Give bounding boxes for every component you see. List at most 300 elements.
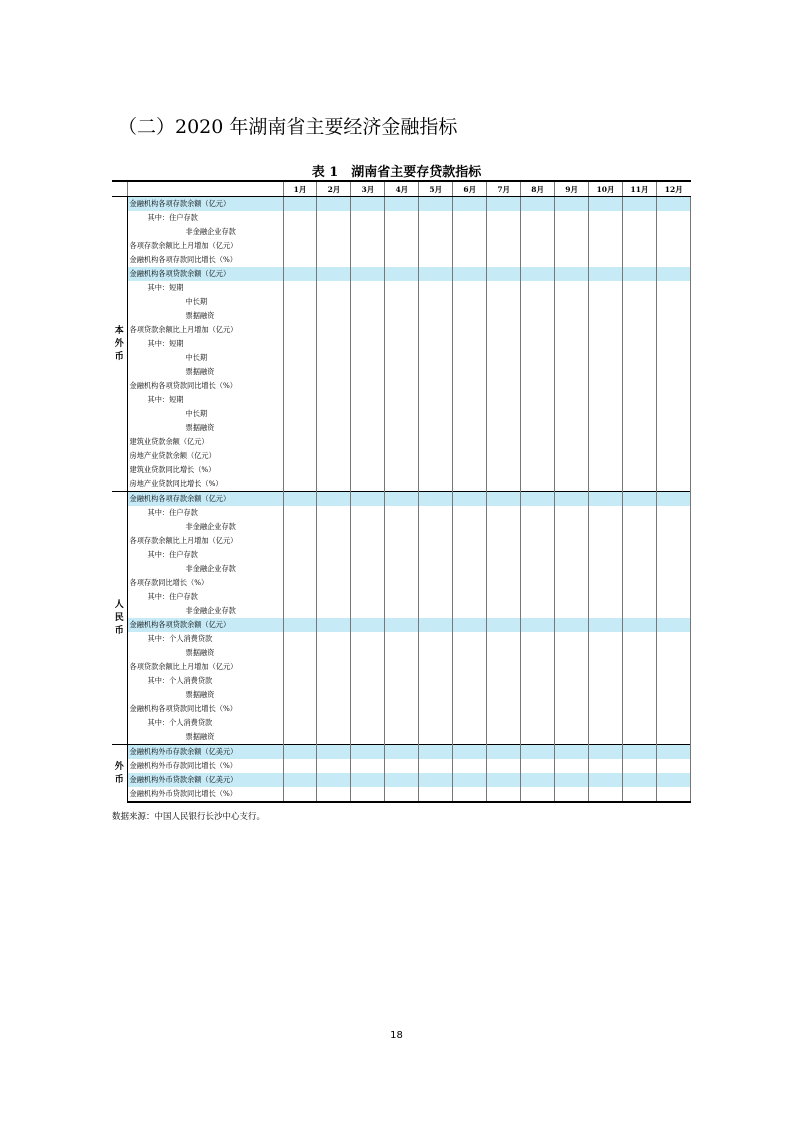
value-cell (521, 421, 555, 435)
value-cell (283, 787, 317, 802)
value-cell (656, 590, 690, 604)
row-label: 其中：短期 (127, 337, 283, 351)
value-cell (317, 618, 351, 632)
value-cell (385, 562, 419, 576)
value-cell (521, 435, 555, 449)
value-cell (589, 773, 623, 787)
value-cell (419, 239, 453, 253)
value-cell (521, 702, 555, 716)
table-row (112, 534, 691, 548)
value-cell (351, 562, 385, 576)
value-cell (589, 295, 623, 309)
value-cell (385, 211, 419, 225)
table-row (112, 449, 691, 463)
value-cell (487, 225, 521, 239)
value-cell (317, 421, 351, 435)
month-header: 9月 (555, 181, 589, 197)
value-cell (555, 730, 589, 745)
value-cell (283, 463, 317, 477)
value-cell (385, 492, 419, 507)
value-cell (589, 449, 623, 463)
row-label: 金融机构各项贷款余额（亿元） (127, 267, 283, 281)
value-cell (385, 618, 419, 632)
table-row (112, 267, 691, 281)
value-cell (453, 632, 487, 646)
row-label: 金融机构外币存款余额（亿美元） (127, 745, 283, 760)
value-cell (521, 351, 555, 365)
value-cell (589, 225, 623, 239)
value-cell (521, 225, 555, 239)
value-cell (623, 365, 657, 379)
value-cell (656, 773, 690, 787)
value-cell (419, 688, 453, 702)
value-cell (521, 730, 555, 745)
value-cell (453, 787, 487, 802)
value-cell (317, 197, 351, 212)
value-cell (317, 239, 351, 253)
value-cell (283, 646, 317, 660)
value-cell (589, 197, 623, 212)
value-cell (317, 730, 351, 745)
value-cell (623, 787, 657, 802)
value-cell (351, 604, 385, 618)
value-cell (555, 211, 589, 225)
value-cell (385, 323, 419, 337)
value-cell (487, 295, 521, 309)
value-cell (283, 745, 317, 760)
value-cell (656, 211, 690, 225)
month-header: 1月 (283, 181, 317, 197)
value-cell (623, 660, 657, 674)
value-cell (317, 393, 351, 407)
value-cell (555, 702, 589, 716)
value-cell (521, 267, 555, 281)
value-cell (623, 211, 657, 225)
value-cell (656, 323, 690, 337)
value-cell (555, 379, 589, 393)
value-cell (317, 506, 351, 520)
value-cell (487, 393, 521, 407)
value-cell (385, 393, 419, 407)
value-cell (351, 534, 385, 548)
value-cell (317, 309, 351, 323)
value-cell (351, 618, 385, 632)
value-cell (656, 435, 690, 449)
value-cell (419, 393, 453, 407)
month-header: 4月 (385, 181, 419, 197)
value-cell (487, 309, 521, 323)
value-cell (487, 477, 521, 492)
value-cell (283, 365, 317, 379)
value-cell (521, 309, 555, 323)
value-cell (589, 506, 623, 520)
row-label: 票据融资 (127, 309, 283, 323)
value-cell (555, 716, 589, 730)
table-row (112, 463, 691, 477)
value-cell (555, 435, 589, 449)
row-label: 金融机构各项存款同比增长（%） (127, 253, 283, 267)
value-cell (317, 660, 351, 674)
value-cell (487, 534, 521, 548)
value-cell (453, 449, 487, 463)
value-cell (351, 239, 385, 253)
table-row (112, 716, 691, 730)
table-row (112, 745, 691, 760)
value-cell (385, 520, 419, 534)
group-label: 外 币 (112, 745, 127, 803)
value-cell (487, 351, 521, 365)
month-header: 5月 (419, 181, 453, 197)
value-cell (351, 351, 385, 365)
table-row (112, 365, 691, 379)
value-cell (555, 449, 589, 463)
value-cell (521, 393, 555, 407)
value-cell (351, 730, 385, 745)
row-label: 金融机构各项存款余额（亿元） (127, 492, 283, 507)
value-cell (487, 716, 521, 730)
value-cell (283, 688, 317, 702)
value-cell (283, 197, 317, 212)
value-cell (317, 435, 351, 449)
value-cell (521, 492, 555, 507)
value-cell (521, 590, 555, 604)
month-header: 7月 (487, 181, 521, 197)
value-cell (487, 281, 521, 295)
value-cell (589, 604, 623, 618)
value-cell (385, 702, 419, 716)
row-label: 金融机构各项存款余额（亿元） (127, 197, 283, 212)
value-cell (589, 618, 623, 632)
value-cell (453, 759, 487, 773)
value-cell (351, 520, 385, 534)
row-label: 其中：住户存款 (127, 548, 283, 562)
value-cell (419, 534, 453, 548)
table-row (112, 295, 691, 309)
value-cell (351, 702, 385, 716)
table-row (112, 688, 691, 702)
value-cell (317, 225, 351, 239)
value-cell (283, 309, 317, 323)
value-cell (555, 477, 589, 492)
value-cell (317, 449, 351, 463)
value-cell (487, 267, 521, 281)
value-cell (589, 323, 623, 337)
value-cell (453, 674, 487, 688)
value-cell (453, 562, 487, 576)
value-cell (555, 632, 589, 646)
value-cell (453, 407, 487, 421)
value-cell (656, 534, 690, 548)
row-label: 其中：住户存款 (127, 590, 283, 604)
value-cell (351, 393, 385, 407)
value-cell (589, 660, 623, 674)
value-cell (521, 604, 555, 618)
value-cell (453, 295, 487, 309)
value-cell (623, 323, 657, 337)
value-cell (656, 225, 690, 239)
value-cell (589, 463, 623, 477)
value-cell (656, 745, 690, 760)
value-cell (385, 674, 419, 688)
value-cell (656, 239, 690, 253)
value-cell (555, 365, 589, 379)
value-cell (283, 548, 317, 562)
value-cell (283, 618, 317, 632)
table-row (112, 421, 691, 435)
table-row (112, 211, 691, 225)
value-cell (385, 759, 419, 773)
table-row (112, 281, 691, 295)
value-cell (656, 604, 690, 618)
value-cell (589, 632, 623, 646)
row-label: 房地产业贷款余额（亿元） (127, 449, 283, 463)
value-cell (487, 688, 521, 702)
value-cell (419, 421, 453, 435)
row-label: 金融机构外币贷款余额（亿美元） (127, 773, 283, 787)
value-cell (351, 506, 385, 520)
value-cell (317, 211, 351, 225)
value-cell (351, 309, 385, 323)
table-row (112, 576, 691, 590)
value-cell (351, 211, 385, 225)
value-cell (351, 253, 385, 267)
value-cell (487, 449, 521, 463)
value-cell (385, 379, 419, 393)
row-label: 中长期 (127, 407, 283, 421)
value-cell (419, 590, 453, 604)
value-cell (419, 477, 453, 492)
value-cell (317, 590, 351, 604)
value-cell (589, 351, 623, 365)
row-label: 其中：个人消费贷款 (127, 716, 283, 730)
value-cell (385, 688, 419, 702)
value-cell (317, 267, 351, 281)
table-row (112, 407, 691, 421)
value-cell (385, 730, 419, 745)
value-cell (623, 435, 657, 449)
value-cell (317, 534, 351, 548)
value-cell (623, 337, 657, 351)
table-row (112, 477, 691, 492)
value-cell (419, 576, 453, 590)
table-title: 表 1 湖南省主要存贷款指标 (311, 165, 482, 180)
value-cell (623, 225, 657, 239)
value-cell (589, 787, 623, 802)
value-cell (487, 590, 521, 604)
value-cell (487, 562, 521, 576)
value-cell (623, 745, 657, 760)
value-cell (283, 379, 317, 393)
month-header: 12月 (656, 181, 690, 197)
value-cell (555, 281, 589, 295)
value-cell (317, 379, 351, 393)
value-cell (351, 463, 385, 477)
value-cell (555, 407, 589, 421)
value-cell (487, 660, 521, 674)
value-cell (521, 379, 555, 393)
value-cell (453, 492, 487, 507)
value-cell (589, 590, 623, 604)
value-cell (623, 492, 657, 507)
value-cell (623, 379, 657, 393)
value-cell (419, 604, 453, 618)
row-label: 其中：短期 (127, 281, 283, 295)
value-cell (453, 590, 487, 604)
value-cell (623, 730, 657, 745)
value-cell (555, 506, 589, 520)
value-cell (656, 267, 690, 281)
table-row (112, 562, 691, 576)
value-cell (623, 477, 657, 492)
value-cell (656, 421, 690, 435)
table-row (112, 759, 691, 773)
header-row (112, 181, 691, 197)
table-row (112, 604, 691, 618)
value-cell (487, 435, 521, 449)
row-label: 票据融资 (127, 730, 283, 745)
value-cell (317, 253, 351, 267)
table-row (112, 773, 691, 787)
value-cell (351, 197, 385, 212)
value-cell (521, 323, 555, 337)
value-cell (453, 365, 487, 379)
value-cell (656, 337, 690, 351)
value-cell (351, 365, 385, 379)
value-cell (589, 407, 623, 421)
row-label: 票据融资 (127, 646, 283, 660)
value-cell (385, 660, 419, 674)
value-cell (317, 562, 351, 576)
value-cell (385, 477, 419, 492)
value-cell (623, 351, 657, 365)
value-cell (487, 197, 521, 212)
value-cell (351, 745, 385, 760)
value-cell (656, 759, 690, 773)
table-row (112, 730, 691, 745)
value-cell (351, 576, 385, 590)
value-cell (283, 267, 317, 281)
value-cell (487, 421, 521, 435)
value-cell (385, 534, 419, 548)
value-cell (623, 548, 657, 562)
row-label: 各项存款余额比上月增加（亿元） (127, 534, 283, 548)
value-cell (453, 520, 487, 534)
table-row (112, 506, 691, 520)
value-cell (317, 548, 351, 562)
row-label: 建筑业贷款同比增长（%） (127, 463, 283, 477)
value-cell (453, 337, 487, 351)
value-cell (419, 520, 453, 534)
value-cell (623, 407, 657, 421)
value-cell (385, 604, 419, 618)
value-cell (589, 534, 623, 548)
value-cell (555, 323, 589, 337)
value-cell (283, 590, 317, 604)
value-cell (487, 702, 521, 716)
table-group (112, 492, 691, 745)
row-label: 各项存款余额比上月增加（亿元） (127, 239, 283, 253)
value-cell (351, 435, 385, 449)
value-cell (555, 520, 589, 534)
value-cell (385, 267, 419, 281)
row-label: 金融机构外币存款同比增长（%） (127, 759, 283, 773)
value-cell (419, 351, 453, 365)
header-label (127, 181, 283, 197)
value-cell (521, 197, 555, 212)
value-cell (453, 323, 487, 337)
value-cell (453, 281, 487, 295)
value-cell (419, 323, 453, 337)
value-cell (283, 716, 317, 730)
value-cell (385, 716, 419, 730)
value-cell (487, 463, 521, 477)
value-cell (656, 506, 690, 520)
value-cell (317, 646, 351, 660)
value-cell (419, 548, 453, 562)
value-cell (351, 492, 385, 507)
month-header: 8月 (521, 181, 555, 197)
value-cell (656, 393, 690, 407)
value-cell (623, 506, 657, 520)
month-header: 6月 (453, 181, 487, 197)
value-cell (589, 688, 623, 702)
value-cell (623, 702, 657, 716)
value-cell (656, 351, 690, 365)
value-cell (555, 351, 589, 365)
value-cell (656, 463, 690, 477)
value-cell (555, 197, 589, 212)
value-cell (283, 773, 317, 787)
value-cell (453, 688, 487, 702)
value-cell (283, 253, 317, 267)
value-cell (385, 449, 419, 463)
value-cell (521, 548, 555, 562)
value-cell (656, 309, 690, 323)
value-cell (487, 730, 521, 745)
value-cell (623, 267, 657, 281)
value-cell (419, 281, 453, 295)
row-label: 各项贷款余额比上月增加（亿元） (127, 660, 283, 674)
value-cell (351, 688, 385, 702)
value-cell (283, 604, 317, 618)
value-cell (487, 646, 521, 660)
value-cell (385, 576, 419, 590)
value-cell (656, 548, 690, 562)
value-cell (453, 239, 487, 253)
value-cell (385, 225, 419, 239)
value-cell (419, 660, 453, 674)
value-cell (317, 759, 351, 773)
table-row (112, 323, 691, 337)
value-cell (555, 562, 589, 576)
table-row (112, 309, 691, 323)
value-cell (555, 309, 589, 323)
header-corner (112, 181, 127, 197)
group-label: 人 民 币 (112, 492, 127, 745)
value-cell (521, 239, 555, 253)
value-cell (521, 337, 555, 351)
value-cell (656, 618, 690, 632)
row-label: 中长期 (127, 351, 283, 365)
row-label: 其中：住户存款 (127, 506, 283, 520)
value-cell (283, 759, 317, 773)
value-cell (521, 759, 555, 773)
row-label: 非金融企业存款 (127, 520, 283, 534)
value-cell (453, 225, 487, 239)
value-cell (589, 281, 623, 295)
value-cell (623, 590, 657, 604)
value-cell (283, 295, 317, 309)
